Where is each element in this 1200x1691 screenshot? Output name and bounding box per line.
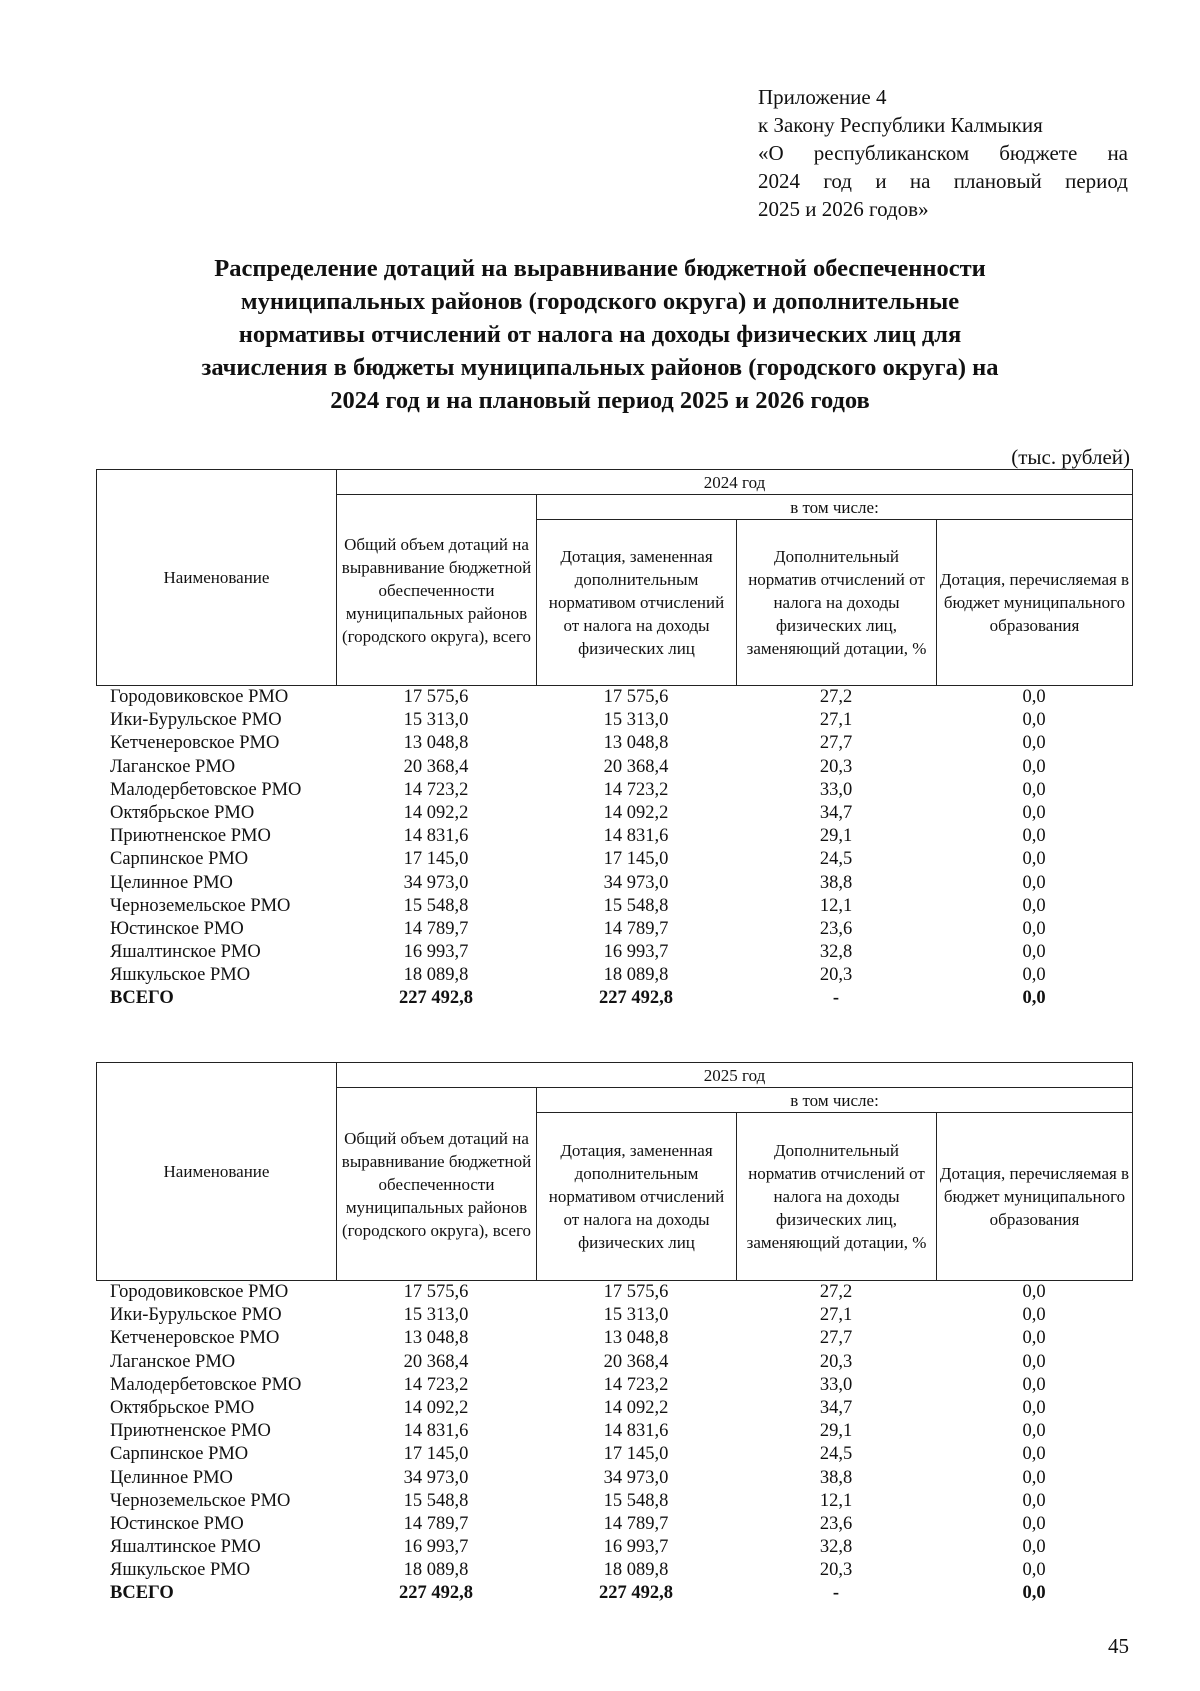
cell-transfer: 0,0 xyxy=(1022,1583,1046,1604)
cell-name: Яшалтинское РМО xyxy=(110,942,261,963)
cell-total: 18 089,8 xyxy=(403,1560,469,1581)
cell-total: 13 048,8 xyxy=(403,1328,469,1349)
cell-name: Приютненское РМО xyxy=(110,826,271,847)
cell-total: 34 973,0 xyxy=(403,1467,469,1488)
table-header xyxy=(96,1062,1133,1281)
cell-replaced: 13 048,8 xyxy=(603,1328,669,1349)
cell-transfer: 0,0 xyxy=(1022,1282,1046,1302)
cell-name: Городовиковское РМО xyxy=(110,687,289,707)
cell-total: 14 831,6 xyxy=(403,1421,469,1442)
cell-transfer: 0,0 xyxy=(1022,1421,1046,1442)
appendix-reference xyxy=(758,83,1128,223)
title-line: Распределение дотаций на выравнивание бюджетной обеспеченности xyxy=(214,255,986,282)
cell-total: 34 973,0 xyxy=(403,872,469,893)
cell-rate: 27,7 xyxy=(819,733,853,754)
cell-rate: - xyxy=(832,988,840,1009)
header-replaced: Дотация, замененная дополнительным нормативом отчислений от налога на доходы физических лиц xyxy=(537,520,737,686)
cell-replaced: 18 089,8 xyxy=(603,965,669,986)
cell-transfer: 0,0 xyxy=(1022,895,1046,916)
header-including: в том числе: xyxy=(537,495,1133,520)
cell-name: Черноземельское РМО xyxy=(110,1490,291,1511)
cell-name: Лаганское РМО xyxy=(110,756,236,777)
table-body xyxy=(96,686,1132,1011)
table-row xyxy=(96,1536,1132,1559)
table-row xyxy=(96,1351,1132,1374)
header-rate: Дополнительный норматив отчислений от налога на доходы физических лиц, заменяющий дотации, % xyxy=(737,520,937,686)
cell-total: 16 993,7 xyxy=(403,1537,469,1558)
table-row xyxy=(96,732,1132,755)
cell-transfer: 0,0 xyxy=(1022,687,1046,707)
table-row xyxy=(96,1513,1132,1536)
cell-replaced: 14 789,7 xyxy=(603,1513,669,1534)
cell-transfer: 0,0 xyxy=(1022,826,1046,847)
header-total: Общий объем дотаций на выравнивание бюджетной обеспеченности муниципальных районов (городского округа), всего xyxy=(337,1088,537,1281)
cell-replaced: 227 492,8 xyxy=(599,1583,673,1604)
cell-transfer: 0,0 xyxy=(1022,1490,1046,1511)
cell-name: Городовиковское РМО xyxy=(110,1282,289,1302)
table-row xyxy=(96,779,1132,802)
cell-replaced: 14 092,2 xyxy=(603,1397,669,1418)
cell-total: 14 789,7 xyxy=(403,918,469,939)
cell-transfer: 0,0 xyxy=(1022,942,1046,963)
cell-replaced: 16 993,7 xyxy=(603,1537,669,1558)
title-line: муниципальных районов (городского округа) и дополнительные xyxy=(240,288,960,315)
cell-rate: 29,1 xyxy=(819,1421,853,1442)
cell-rate: 32,8 xyxy=(819,1537,853,1558)
cell-rate: 27,1 xyxy=(819,710,853,731)
title-line: 2024 год и на плановый период 2025 и 2026 годов xyxy=(330,387,870,414)
cell-total: 15 548,8 xyxy=(403,895,469,916)
cell-transfer: 0,0 xyxy=(1022,779,1046,800)
cell-total: 14 831,6 xyxy=(403,826,469,847)
cell-name: Яшкульское РМО xyxy=(110,1560,251,1581)
cell-transfer: 0,0 xyxy=(1022,918,1046,939)
cell-total: 17 575,6 xyxy=(403,687,469,707)
table-2024 xyxy=(96,469,1132,1011)
cell-total: 17 145,0 xyxy=(403,1444,469,1465)
table-row xyxy=(96,686,1132,709)
cell-rate: 34,7 xyxy=(819,802,853,823)
cell-rate: 27,7 xyxy=(819,1328,853,1349)
cell-transfer: 0,0 xyxy=(1022,872,1046,893)
cell-name: Октябрьское РМО xyxy=(110,1397,255,1418)
cell-replaced: 17 145,0 xyxy=(603,1444,669,1465)
cell-replaced: 15 313,0 xyxy=(603,710,669,731)
cell-name: Сарпинское РМО xyxy=(110,849,249,870)
cell-rate: 24,5 xyxy=(819,1444,853,1465)
cell-rate: 12,1 xyxy=(819,1490,853,1511)
header-including: в том числе: xyxy=(537,1088,1133,1113)
cell-replaced: 34 973,0 xyxy=(603,872,669,893)
cell-name: Кетченеровское РМО xyxy=(110,733,280,754)
cell-name: ВСЕГО xyxy=(110,988,174,1009)
cell-total: 227 492,8 xyxy=(399,988,473,1009)
cell-rate: 27,2 xyxy=(819,687,853,707)
table-body xyxy=(96,1281,1132,1606)
table-row xyxy=(96,1420,1132,1443)
cell-replaced: 18 089,8 xyxy=(603,1560,669,1581)
cell-replaced: 34 973,0 xyxy=(603,1467,669,1488)
cell-total: 14 092,2 xyxy=(403,802,469,823)
cell-transfer: 0,0 xyxy=(1022,1560,1046,1581)
cell-name: Яшкульское РМО xyxy=(110,965,251,986)
cell-replaced: 14 831,6 xyxy=(603,826,669,847)
cell-total: 20 368,4 xyxy=(403,1351,469,1372)
header-transfer: Дотация, перечисляемая в бюджет муниципального образования xyxy=(937,520,1133,686)
cell-total: 20 368,4 xyxy=(403,756,469,777)
appendix-line: «О республиканском бюджете на xyxy=(758,141,1128,165)
table-row xyxy=(96,964,1132,987)
header-rate: Дополнительный норматив отчислений от налога на доходы физических лиц, заменяющий дотации, % xyxy=(737,1113,937,1281)
cell-name: Юстинское РМО xyxy=(110,1513,244,1534)
header-name: Наименование xyxy=(97,470,337,686)
cell-transfer: 0,0 xyxy=(1022,1351,1046,1372)
table-row xyxy=(96,1327,1132,1350)
cell-transfer: 0,0 xyxy=(1022,1444,1046,1465)
cell-rate: 20,3 xyxy=(819,965,853,986)
appendix-line: 2024 год и на плановый период xyxy=(758,169,1128,193)
table-row xyxy=(96,848,1132,871)
cell-name: Лаганское РМО xyxy=(110,1351,236,1372)
cell-replaced: 17 575,6 xyxy=(603,687,669,707)
cell-transfer: 0,0 xyxy=(1022,1374,1046,1395)
cell-total: 14 092,2 xyxy=(403,1397,469,1418)
appendix-line: к Закону Республики Калмыкия xyxy=(758,113,1043,137)
table-row xyxy=(96,918,1132,941)
cell-replaced: 13 048,8 xyxy=(603,733,669,754)
table-row xyxy=(96,1281,1132,1304)
cell-rate: 12,1 xyxy=(819,895,853,916)
title-line: зачисления в бюджеты муниципальных районов (городского округа) на xyxy=(201,354,999,381)
cell-replaced: 14 723,2 xyxy=(603,1374,669,1395)
cell-rate: 27,1 xyxy=(819,1305,853,1326)
cell-replaced: 14 723,2 xyxy=(603,779,669,800)
cell-name: Целинное РМО xyxy=(110,1467,233,1488)
cell-rate: 24,5 xyxy=(819,849,853,870)
table-row xyxy=(96,709,1132,732)
cell-rate: 20,3 xyxy=(819,1351,853,1372)
cell-replaced: 17 575,6 xyxy=(603,1282,669,1302)
header-transfer: Дотация, перечисляемая в бюджет муниципального образования xyxy=(937,1113,1133,1281)
cell-rate: 23,6 xyxy=(819,1513,853,1534)
table-row xyxy=(96,756,1132,779)
table-row xyxy=(96,1559,1132,1582)
cell-transfer: 0,0 xyxy=(1022,988,1046,1009)
cell-replaced: 227 492,8 xyxy=(599,988,673,1009)
cell-total: 18 089,8 xyxy=(403,965,469,986)
cell-total: 17 145,0 xyxy=(403,849,469,870)
cell-replaced: 14 789,7 xyxy=(603,918,669,939)
table-row xyxy=(96,1304,1132,1327)
document-title xyxy=(150,252,1050,417)
cell-replaced: 14 831,6 xyxy=(603,1421,669,1442)
table-row xyxy=(96,941,1132,964)
cell-rate: 38,8 xyxy=(819,872,853,893)
table-row xyxy=(96,1397,1132,1420)
cell-rate: 33,0 xyxy=(819,1374,853,1395)
cell-replaced: 15 548,8 xyxy=(603,1490,669,1511)
cell-rate: 34,7 xyxy=(819,1397,853,1418)
page-number: 45 xyxy=(1108,1634,1129,1658)
cell-replaced: 17 145,0 xyxy=(603,849,669,870)
cell-total: 15 548,8 xyxy=(403,1490,469,1511)
cell-rate: 38,8 xyxy=(819,1467,853,1488)
cell-transfer: 0,0 xyxy=(1022,710,1046,731)
cell-transfer: 0,0 xyxy=(1022,1397,1046,1418)
cell-replaced: 20 368,4 xyxy=(603,1351,669,1372)
cell-rate: 29,1 xyxy=(819,826,853,847)
cell-rate: 20,3 xyxy=(819,756,853,777)
table-header xyxy=(96,469,1133,686)
cell-replaced: 15 313,0 xyxy=(603,1305,669,1326)
table-row xyxy=(96,1467,1132,1490)
cell-total: 14 723,2 xyxy=(403,779,469,800)
cell-transfer: 0,0 xyxy=(1022,1305,1046,1326)
cell-total: 14 723,2 xyxy=(403,1374,469,1395)
cell-replaced: 20 368,4 xyxy=(603,756,669,777)
cell-transfer: 0,0 xyxy=(1022,733,1046,754)
table-row xyxy=(96,895,1132,918)
appendix-line: Приложение 4 xyxy=(758,85,887,109)
cell-name: Малодербетовское РМО xyxy=(110,779,302,800)
table-row xyxy=(96,825,1132,848)
cell-transfer: 0,0 xyxy=(1022,1467,1046,1488)
total-row xyxy=(96,1582,1132,1605)
cell-name: ВСЕГО xyxy=(110,1583,174,1604)
table-row xyxy=(96,872,1132,895)
cell-total: 15 313,0 xyxy=(403,1305,469,1326)
cell-total: 14 789,7 xyxy=(403,1513,469,1534)
table-row xyxy=(96,1490,1132,1513)
cell-name: Ики-Бурульское РМО xyxy=(110,710,282,731)
cell-name: Юстинское РМО xyxy=(110,918,244,939)
table-2025 xyxy=(96,1062,1132,1606)
cell-name: Ики-Бурульское РМО xyxy=(110,1305,282,1326)
cell-transfer: 0,0 xyxy=(1022,1537,1046,1558)
cell-name: Октябрьское РМО xyxy=(110,802,255,823)
total-row xyxy=(96,987,1132,1010)
cell-rate: 32,8 xyxy=(819,942,853,963)
cell-name: Сарпинское РМО xyxy=(110,1444,249,1465)
cell-rate: 33,0 xyxy=(819,779,853,800)
header-name: Наименование xyxy=(97,1063,337,1281)
cell-name: Приютненское РМО xyxy=(110,1421,271,1442)
cell-name: Малодербетовское РМО xyxy=(110,1374,302,1395)
cell-total: 16 993,7 xyxy=(403,942,469,963)
appendix-line: 2025 и 2026 годов» xyxy=(758,197,929,221)
cell-replaced: 15 548,8 xyxy=(603,895,669,916)
cell-replaced: 16 993,7 xyxy=(603,942,669,963)
cell-name: Кетченеровское РМО xyxy=(110,1328,280,1349)
cell-rate: - xyxy=(832,1583,840,1604)
cell-transfer: 0,0 xyxy=(1022,849,1046,870)
title-line: нормативы отчислений от налога на доходы физических лиц для xyxy=(238,321,962,348)
cell-replaced: 14 092,2 xyxy=(603,802,669,823)
cell-total: 227 492,8 xyxy=(399,1583,473,1604)
header-year: 2024 год xyxy=(337,470,1133,495)
cell-transfer: 0,0 xyxy=(1022,756,1046,777)
cell-rate: 20,3 xyxy=(819,1560,853,1581)
cell-total: 15 313,0 xyxy=(403,710,469,731)
cell-transfer: 0,0 xyxy=(1022,1513,1046,1534)
cell-transfer: 0,0 xyxy=(1022,802,1046,823)
header-replaced: Дотация, замененная дополнительным нормативом отчислений от налога на доходы физических лиц xyxy=(537,1113,737,1281)
table-row xyxy=(96,1443,1132,1466)
cell-transfer: 0,0 xyxy=(1022,1328,1046,1349)
table-row xyxy=(96,1374,1132,1397)
cell-total: 13 048,8 xyxy=(403,733,469,754)
cell-rate: 23,6 xyxy=(819,918,853,939)
cell-rate: 27,2 xyxy=(819,1282,853,1302)
cell-name: Яшалтинское РМО xyxy=(110,1537,261,1558)
unit-note: (тыс. рублей) xyxy=(1011,445,1130,469)
cell-name: Черноземельское РМО xyxy=(110,895,291,916)
header-year: 2025 год xyxy=(337,1063,1133,1088)
cell-total: 17 575,6 xyxy=(403,1282,469,1302)
cell-transfer: 0,0 xyxy=(1022,965,1046,986)
table-row xyxy=(96,802,1132,825)
cell-name: Целинное РМО xyxy=(110,872,233,893)
header-total: Общий объем дотаций на выравнивание бюджетной обеспеченности муниципальных районов (городского округа), всего xyxy=(337,495,537,686)
